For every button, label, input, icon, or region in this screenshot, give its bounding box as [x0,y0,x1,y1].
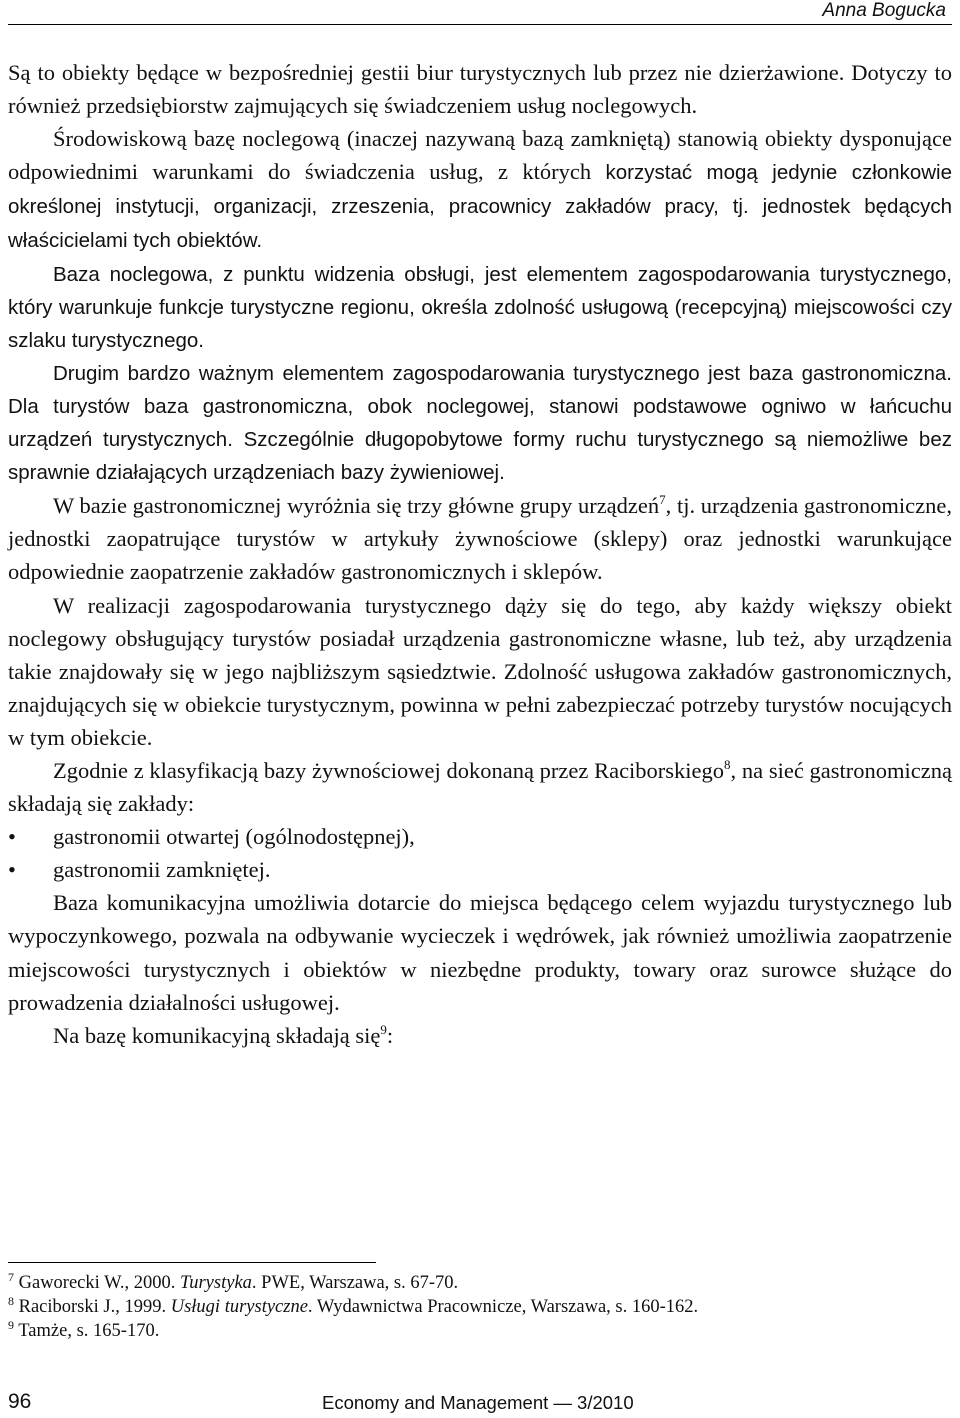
footnote-text: Tamże, s. 165-170. [18,1320,160,1341]
bullet-glyph: • [8,857,16,883]
paragraph-7-text-cont: , na sieć gastronomiczną składają się zakłady: [8,757,952,817]
paragraph-7 [8,754,952,820]
footnote-number: 9 [8,1317,14,1332]
footnote-number: 7 [8,1270,14,1284]
paragraph-9 [8,1019,952,1052]
footnote-title: Turystyka [179,1273,252,1293]
footnote-text-cont: . Wydawnictwa Pracownicze, Warszawa, s. 160-162. [307,1296,699,1317]
footnote-text: Gaworecki W., 2000. [18,1273,180,1293]
footnote-9 [8,1317,952,1344]
page-number: 96 [8,1390,32,1413]
paragraph-5-text: W bazie gastronomicznej wyróżnia się trzy główne grupy urządzeń [53,493,660,519]
bullet-list [8,820,952,886]
journal-name: Economy and Management — 3/2010 [322,1392,634,1413]
body-text [8,56,952,1052]
footnote-ref-7: 7 [659,492,666,508]
footnote-text-cont: . PWE, Warszawa, s. 67-70. [251,1273,459,1293]
bullet-item [8,853,952,886]
paragraph-3: Baza noclegowa, z punktu widzenia obsługi, jest elementem zagospodarowania turystycznego, który warunkuje funkcje turystyczne regionu, określa zdolność usługową (recepcyjną) miejscowości czy szlaku turystycznego. [8,262,952,352]
footnote-ref-8: 8 [724,756,731,772]
paragraph-2-sans: korzystać mogą jedynie członkowie określonej instytucji, organizacji, zrzeszenia, pracownicy zakładów pracy, tj. jednostek będących właścicielami tych obiektów. [8,161,952,253]
paragraph-7-text: Zgodnie z klasyfikacją bazy żywnościowej dokonaną przez Raciborskiego [53,757,725,783]
paragraph-9-text-cont: : [386,1022,394,1048]
paragraph-4: Drugim bardzo ważnym elementem zagospodarowania turystycznego jest baza gastronomiczna. Dla turystów baza gastronomiczna, obok noclegowej, stanowi podstawowe ogniwo w łańcuchu urządzeń turystycznych. Szczególnie długopobytowe formy ruchu turystycznego są niemożliwe bez sprawnie działających urządzeniach bazy żywieniowej. [8,361,952,485]
paragraph-9-text: Na bazę komunikacyjną składają się [53,1022,381,1048]
paragraph-2 [8,122,952,257]
paragraph-2-serif: Środowiskową bazę noclegową (inaczej nazywaną bazą zamkniętą) stanowią obiekty dysponujące odpowiednimi warunkami do świadczenia usług, z których [8,126,952,185]
footnotes [8,1272,952,1343]
footnote-8 [8,1293,952,1320]
paragraph-1: Są to obiekty będące w bezpośredniej gestii biur turystycznych lub przez nie dzierżawione. Dotyczy to również przedsiębiorstw zajmujących się świadczeniem usług noclegowych. [8,60,952,119]
bullet-item-text: gastronomii zamkniętej. [53,857,271,883]
footnote-text: Raciborski J., 1999. [18,1296,171,1317]
bullet-item-text: gastronomii otwartej (ogólnodostępnej), [53,824,415,850]
paragraph-8: Baza komunikacyjna umożliwia dotarcie do miejsca będącego celem wyjazdu turystycznego lub wypoczynkowego, pozwala na odbywanie wycieczek i wędrówek, jak również umożliwia zaopatrzenie miejscowości turystycznych i obiektów w niezbędne produkty, towary oraz surowce służące do prowadzenia działalności usługowej. [8,890,952,1015]
footnote-ref-9: 9 [380,1021,387,1037]
header-rule [8,24,952,25]
paragraph-6: W realizacji zagospodarowania turystycznego dąży się do tego, aby każdy większy obiekt noclegowy obsługujący turystów posiadał urządzenia gastronomiczne własne, lub też, aby urządzenia takie znajdowały się w jego najbliższym sąsiedztwie. Zdolność usługowa zakładów gastronomicznych, znajdujących się w obiekcie turystycznym, powinna w pełni zabezpieczać potrzeby turystów nocujących w tym obiekcie. [8,592,952,750]
paragraph-5 [8,489,952,588]
bullet-item [8,820,952,853]
footnote-7 [8,1272,952,1296]
running-head-author: Anna Bogucka [822,0,946,21]
paragraph-5-text-cont: , tj. urządzenia gastronomiczne, jednostki zaopatrujące turystów w artykuły żywnościowe (sklepy) oraz jednostki warunkujące odpowiednie zaopatrzenie zakładów gastronomicznych i sklepów. [8,493,952,585]
bullet-glyph: • [8,824,16,850]
footnote-title: Usługi turystyczne [170,1296,308,1317]
page-footer [8,1388,952,1418]
footnote-number: 8 [8,1293,14,1308]
footnote-rule [8,1262,376,1263]
